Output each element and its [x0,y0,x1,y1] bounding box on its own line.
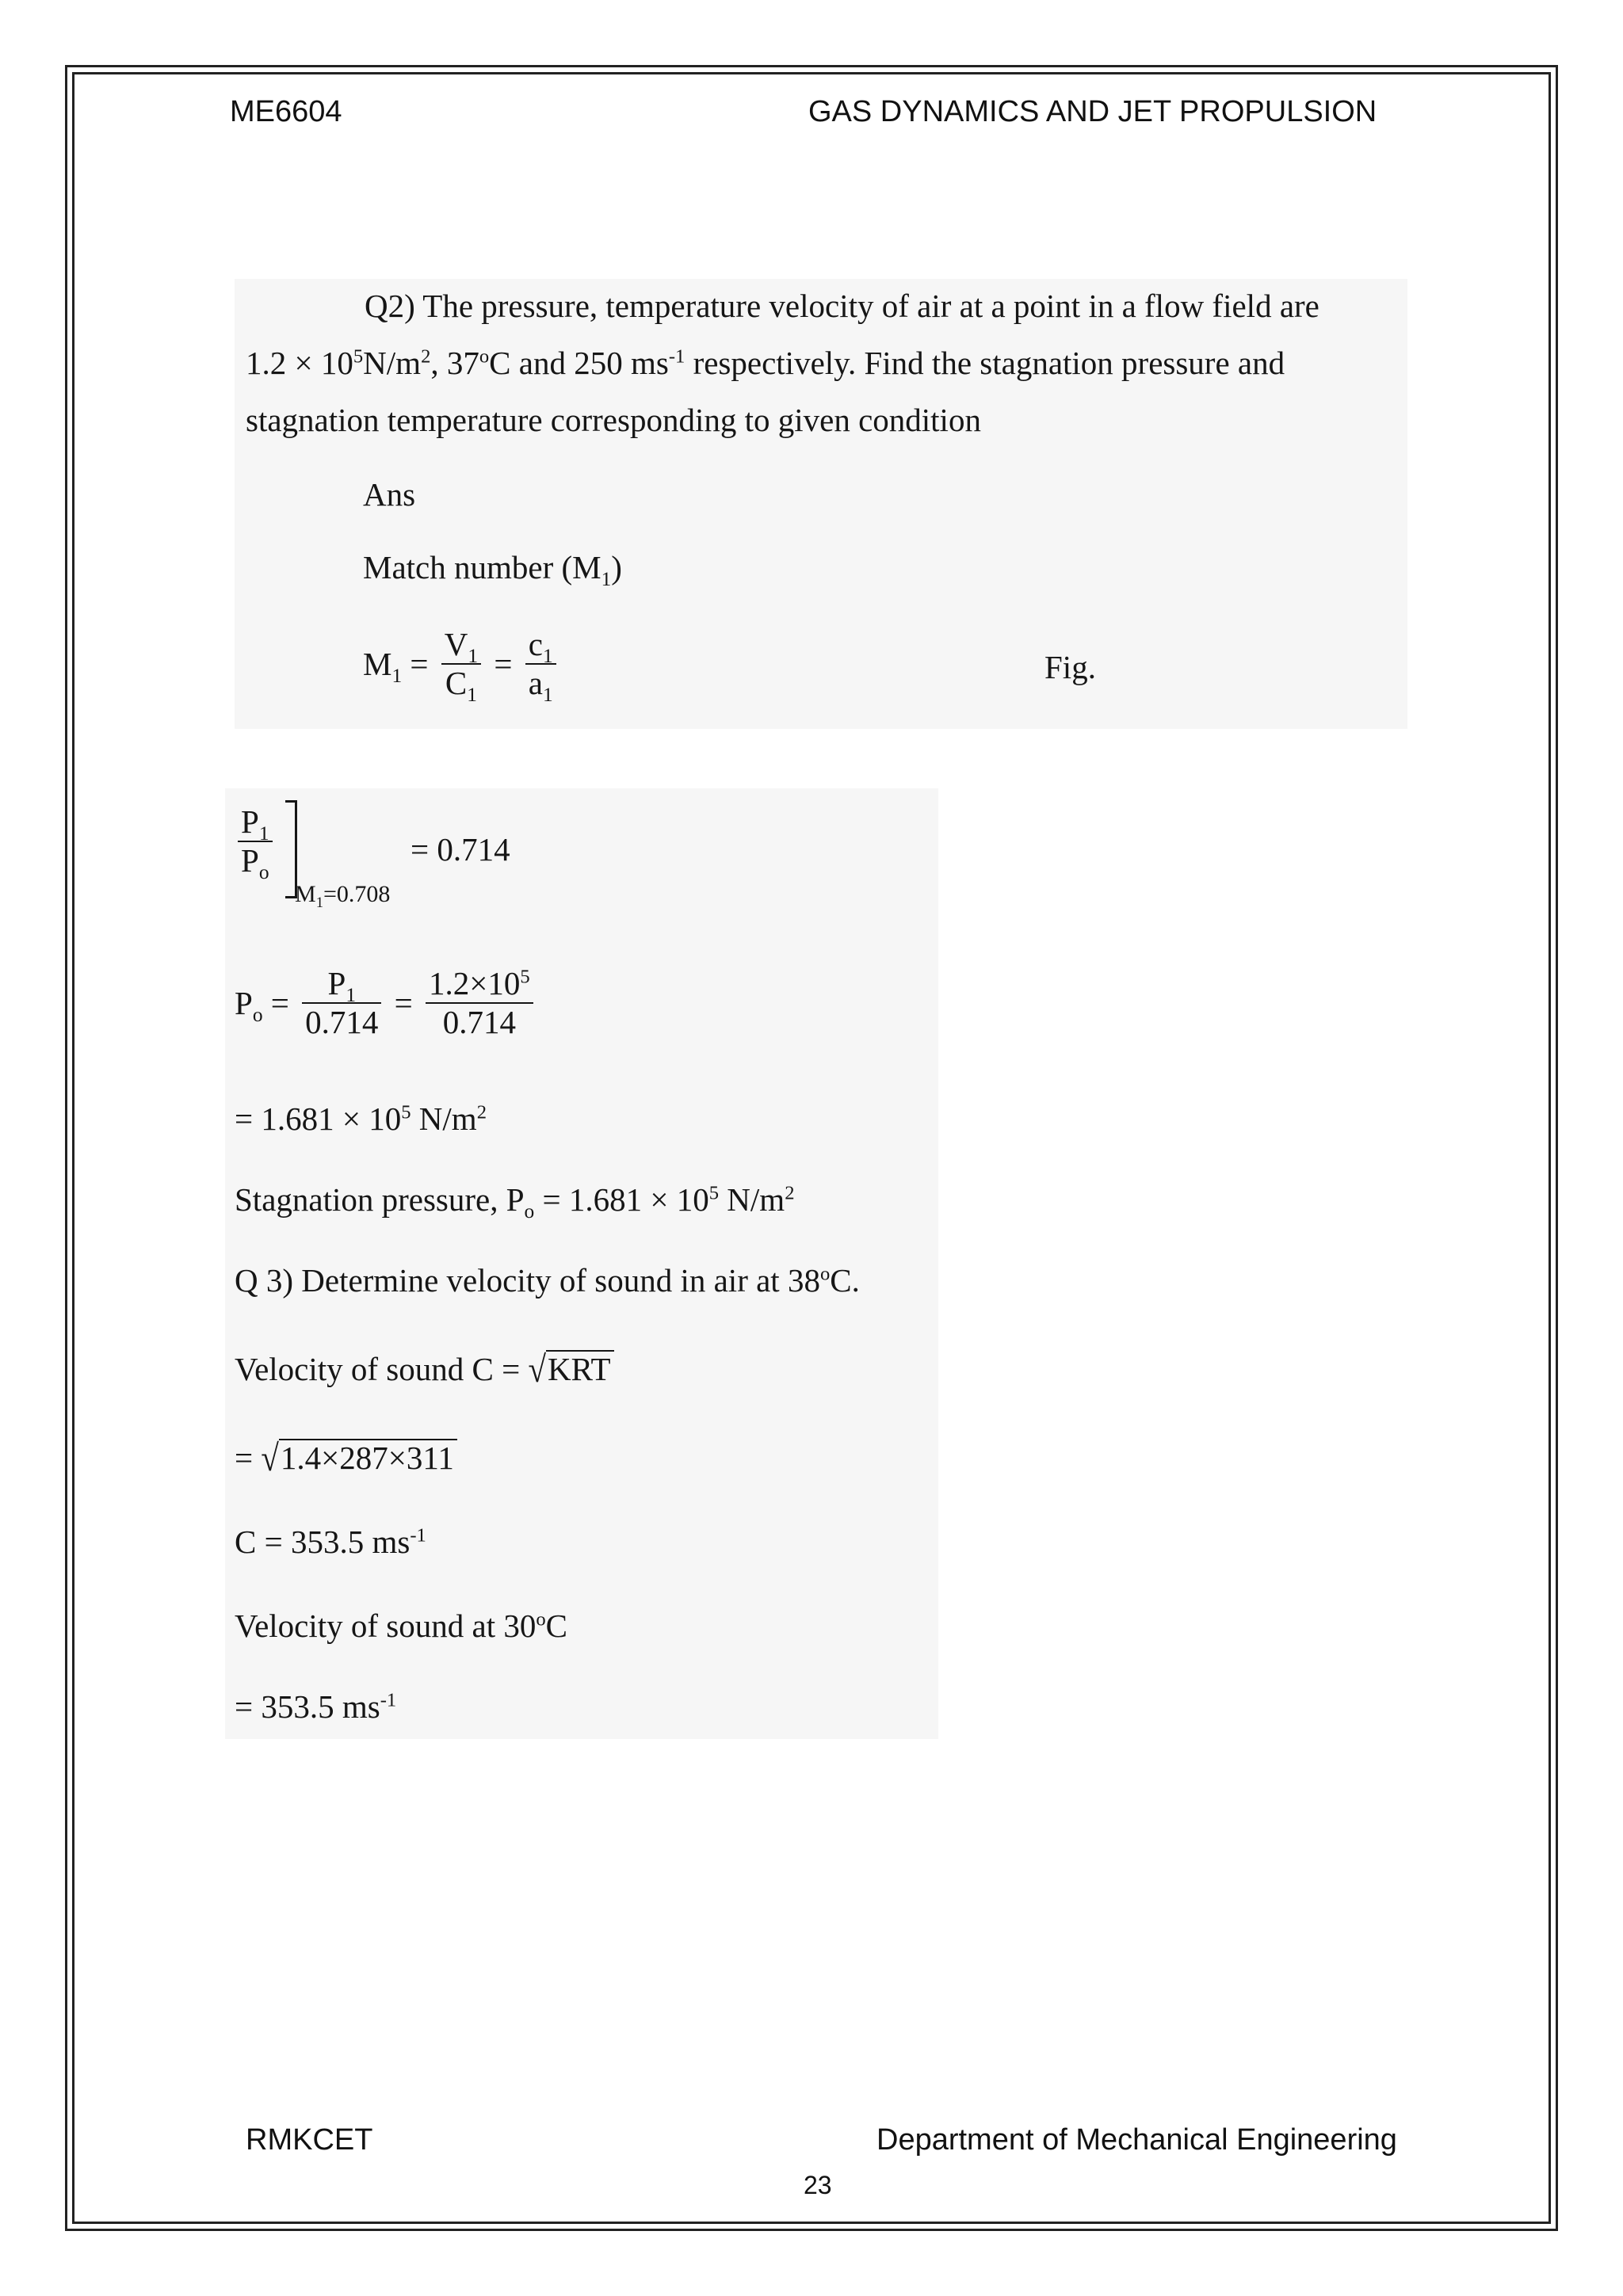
velocity-at-30c-label: Velocity of sound at 30$^o$C [235,1608,567,1644]
pressure-ratio-fraction: $\frac{P_1}{P_o}$ [238,803,273,879]
pressure-ratio-value: = 0.714 [411,831,510,868]
stagnation-pressure-statement: Stagnation pressure, $P_o = 1.681 \times 10^5$ $N/m^2$ [235,1181,795,1223]
stagnation-pressure-equation: $P_o$ = $\frac{P_1}{0.714}$ = $\frac{1.2\times 10^5}{0.714}$ [235,965,538,1041]
figure-reference: Fig. [1044,649,1096,685]
answer-label: Ans [363,476,416,513]
course-title: GAS DYNAMICS AND JET PROPULSION [808,95,1377,128]
course-code: ME6604 [230,95,342,128]
mach-number-heading: Match number $(M_1)$ [363,549,622,591]
final-velocity: = 353.5 $ms^{-1}$ [235,1688,397,1725]
q2-pressure-value: $1.2 \times 10^5N/m^2$, 37$^o$C and 250 $ms^{-1}$ respectively. Find the stagnation pressure and [246,345,1285,381]
question-3: Q 3) Determine velocity of sound in air at 38$^o$C. [235,1262,860,1299]
department-name: Department of Mechanical Engineering [876,2123,1397,2157]
velocity-result: C = 353.5 $ms^{-1}$ [235,1524,426,1560]
stagnation-pressure-result: = $1.681 \times 10^5$ $N/m^2$ [235,1100,487,1137]
question-2-line1: The pressure, temperature velocity of air at a point in a flow field are [422,288,1319,324]
velocity-substitution: = √1.4×287×311 [235,1439,457,1477]
mach-condition: $M_1=0.708$ [295,881,391,911]
question-2-label: Q2) [365,288,415,324]
velocity-of-sound-formula: Velocity of sound C = √KRT [235,1350,614,1388]
question-2-paragraph [246,277,1390,448]
college-name: RMKCET [246,2123,373,2157]
mach-equation: $M_1$ = $\frac{V_1}{C_1}$ = $\frac{c_1}{a_1}$ [363,626,561,702]
question-2-line3: stagnation temperature corresponding to given condition [246,402,981,438]
page-number: 23 [804,2171,832,2199]
